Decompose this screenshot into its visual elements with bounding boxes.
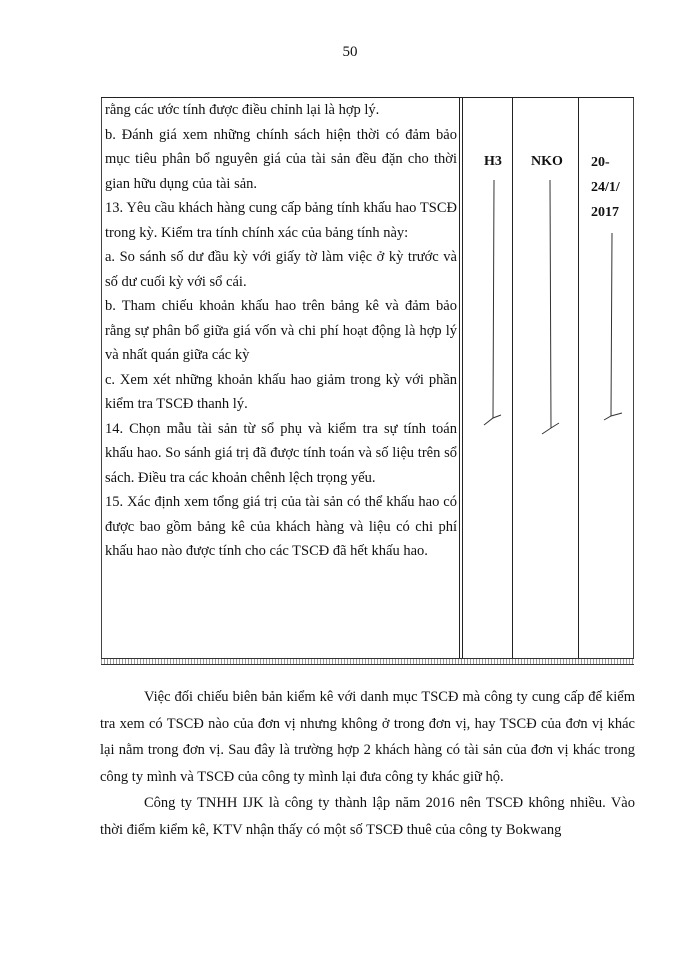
procedure-step: 13. Yêu cầu khách hàng cung cấp bảng tính khấu hao TSCĐ trong kỳ. Kiểm tra tính chính xác của bảng tính này: xyxy=(105,200,457,241)
audit-procedure-table xyxy=(101,97,634,663)
date-line: 2017 xyxy=(591,205,619,220)
date-line: 24/1/ xyxy=(591,180,620,195)
tick-mark-date xyxy=(604,233,622,420)
procedure-step: c. Xem xét những khoản khấu hao giảm trong kỳ với phần kiểm tra TSCĐ thanh lý. xyxy=(105,371,457,412)
body-paragraph: Công ty TNHH IJK là công ty thành lập năm 2016 nên TSCĐ không nhiều. Vào thời điểm kiểm kê, KTV nhận thấy có một số TSCĐ thuê của công ty Bokwang xyxy=(100,795,635,838)
tick-mark-reference xyxy=(484,180,501,425)
performer-initials: NKO xyxy=(531,154,563,169)
date-line: 20- xyxy=(591,155,610,170)
page-number: 50 xyxy=(342,44,358,60)
reference-code: H3 xyxy=(484,154,502,169)
procedure-step: a. So sánh số dư đầu kỳ với giấy tờ làm việc ở kỳ trước và số dư cuối kỳ với sổ cái. xyxy=(105,249,457,290)
procedure-step: rằng các ước tính được điều chỉnh lại là hợp lý. xyxy=(105,102,380,118)
procedure-step: b. Đánh giá xem những chính sách hiện thời có đảm bảo mục tiêu phân bổ nguyên giá của tài sản đều đặn cho thời gian hữu dụng của tài sản. xyxy=(105,126,457,192)
body-text xyxy=(100,684,635,843)
tick-mark-performer xyxy=(542,180,559,434)
body-paragraph: Việc đối chiếu biên bản kiểm kê với danh mục TSCĐ mà công ty cung cấp để kiểm tra xem có TSCĐ nào của đơn vị nhưng không ở trong đơn vị, hay TSCĐ của đơn vị khác lại nằm trong đơn vị. Sau đây là trường hợp 2 khách hàng có tài sản của đơn vị khác trong công ty mình và TSCĐ của công ty mình lại đưa công ty khác giữ hộ. xyxy=(100,689,635,785)
table-bottom-border xyxy=(101,658,634,665)
tick-marks xyxy=(101,98,634,658)
procedure-step: 14. Chọn mẫu tài sản từ sổ phụ và kiểm tra sự tính toán khấu hao. So sánh giá trị đã được tính toán và số liệu trên sổ sách. Điều tra các khoản chênh lệch trọng yếu. xyxy=(105,420,457,486)
procedure-step: b. Tham chiếu khoản khấu hao trên bảng kê và đảm bảo rằng sự phân bổ giữa giá vốn và chi phí hoạt động là hợp lý và nhất quán giữa các kỳ xyxy=(105,298,457,363)
procedure-step: 15. Xác định xem tổng giá trị của tài sản có thể khấu hao có được bao gồm bảng kê của khách hàng và liệu có chi phí khấu hao nào được tính cho các TSCĐ đã hết khấu hao. xyxy=(105,494,457,559)
